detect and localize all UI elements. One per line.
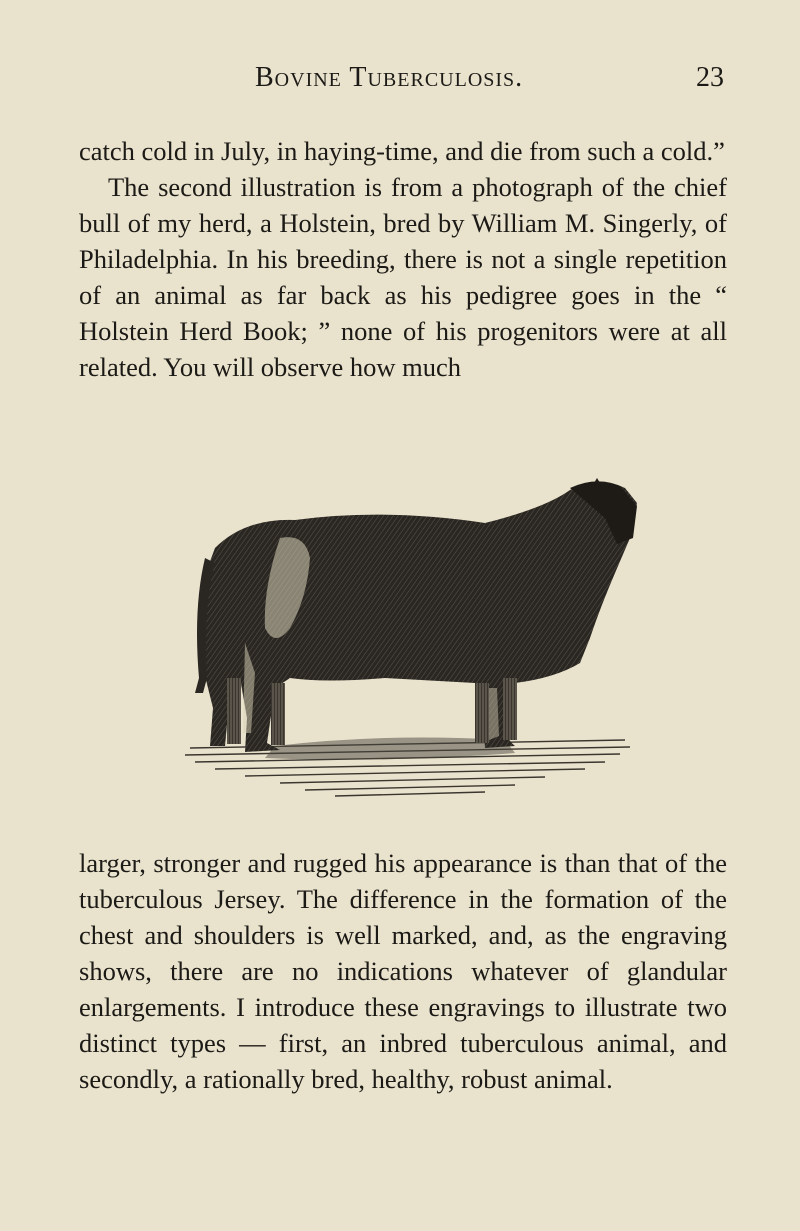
page-header [0, 62, 800, 102]
paragraph-bottom: larger, stronger and rugged his appearance is than that of the tuberculous Jersey. The difference in the formation of the chest and shoulders is well marked, and, as the engraving shows, there are no indications whatever of glandular enlargements. I introduce these engravings to illustrate two distinct types — first, an inbred tuberculous animal, and secondly, a rationally bred, healthy, robust animal. [79, 848, 727, 1094]
running-title: Bovine Tuberculosis. [255, 62, 524, 93]
paragraph-top [79, 133, 727, 385]
paragraph-holstein: The second illustration is from a photograph of the chief bull of my herd, a Holstein, bred by William M. Singerly, of Philadelphia. In his breeding, there is not a single repetition of an animal as far back as his pedigree goes in the “ Holstein Herd Book; ” none of his progenitors were at all related. You will observe how much [79, 172, 727, 382]
bull-illustration [185, 478, 640, 823]
bull-engraving-icon [185, 478, 640, 823]
paragraph-end-line: catch cold in July, in haying-time, and die from such a cold.” [79, 136, 725, 166]
page-number: 23 [696, 62, 724, 93]
